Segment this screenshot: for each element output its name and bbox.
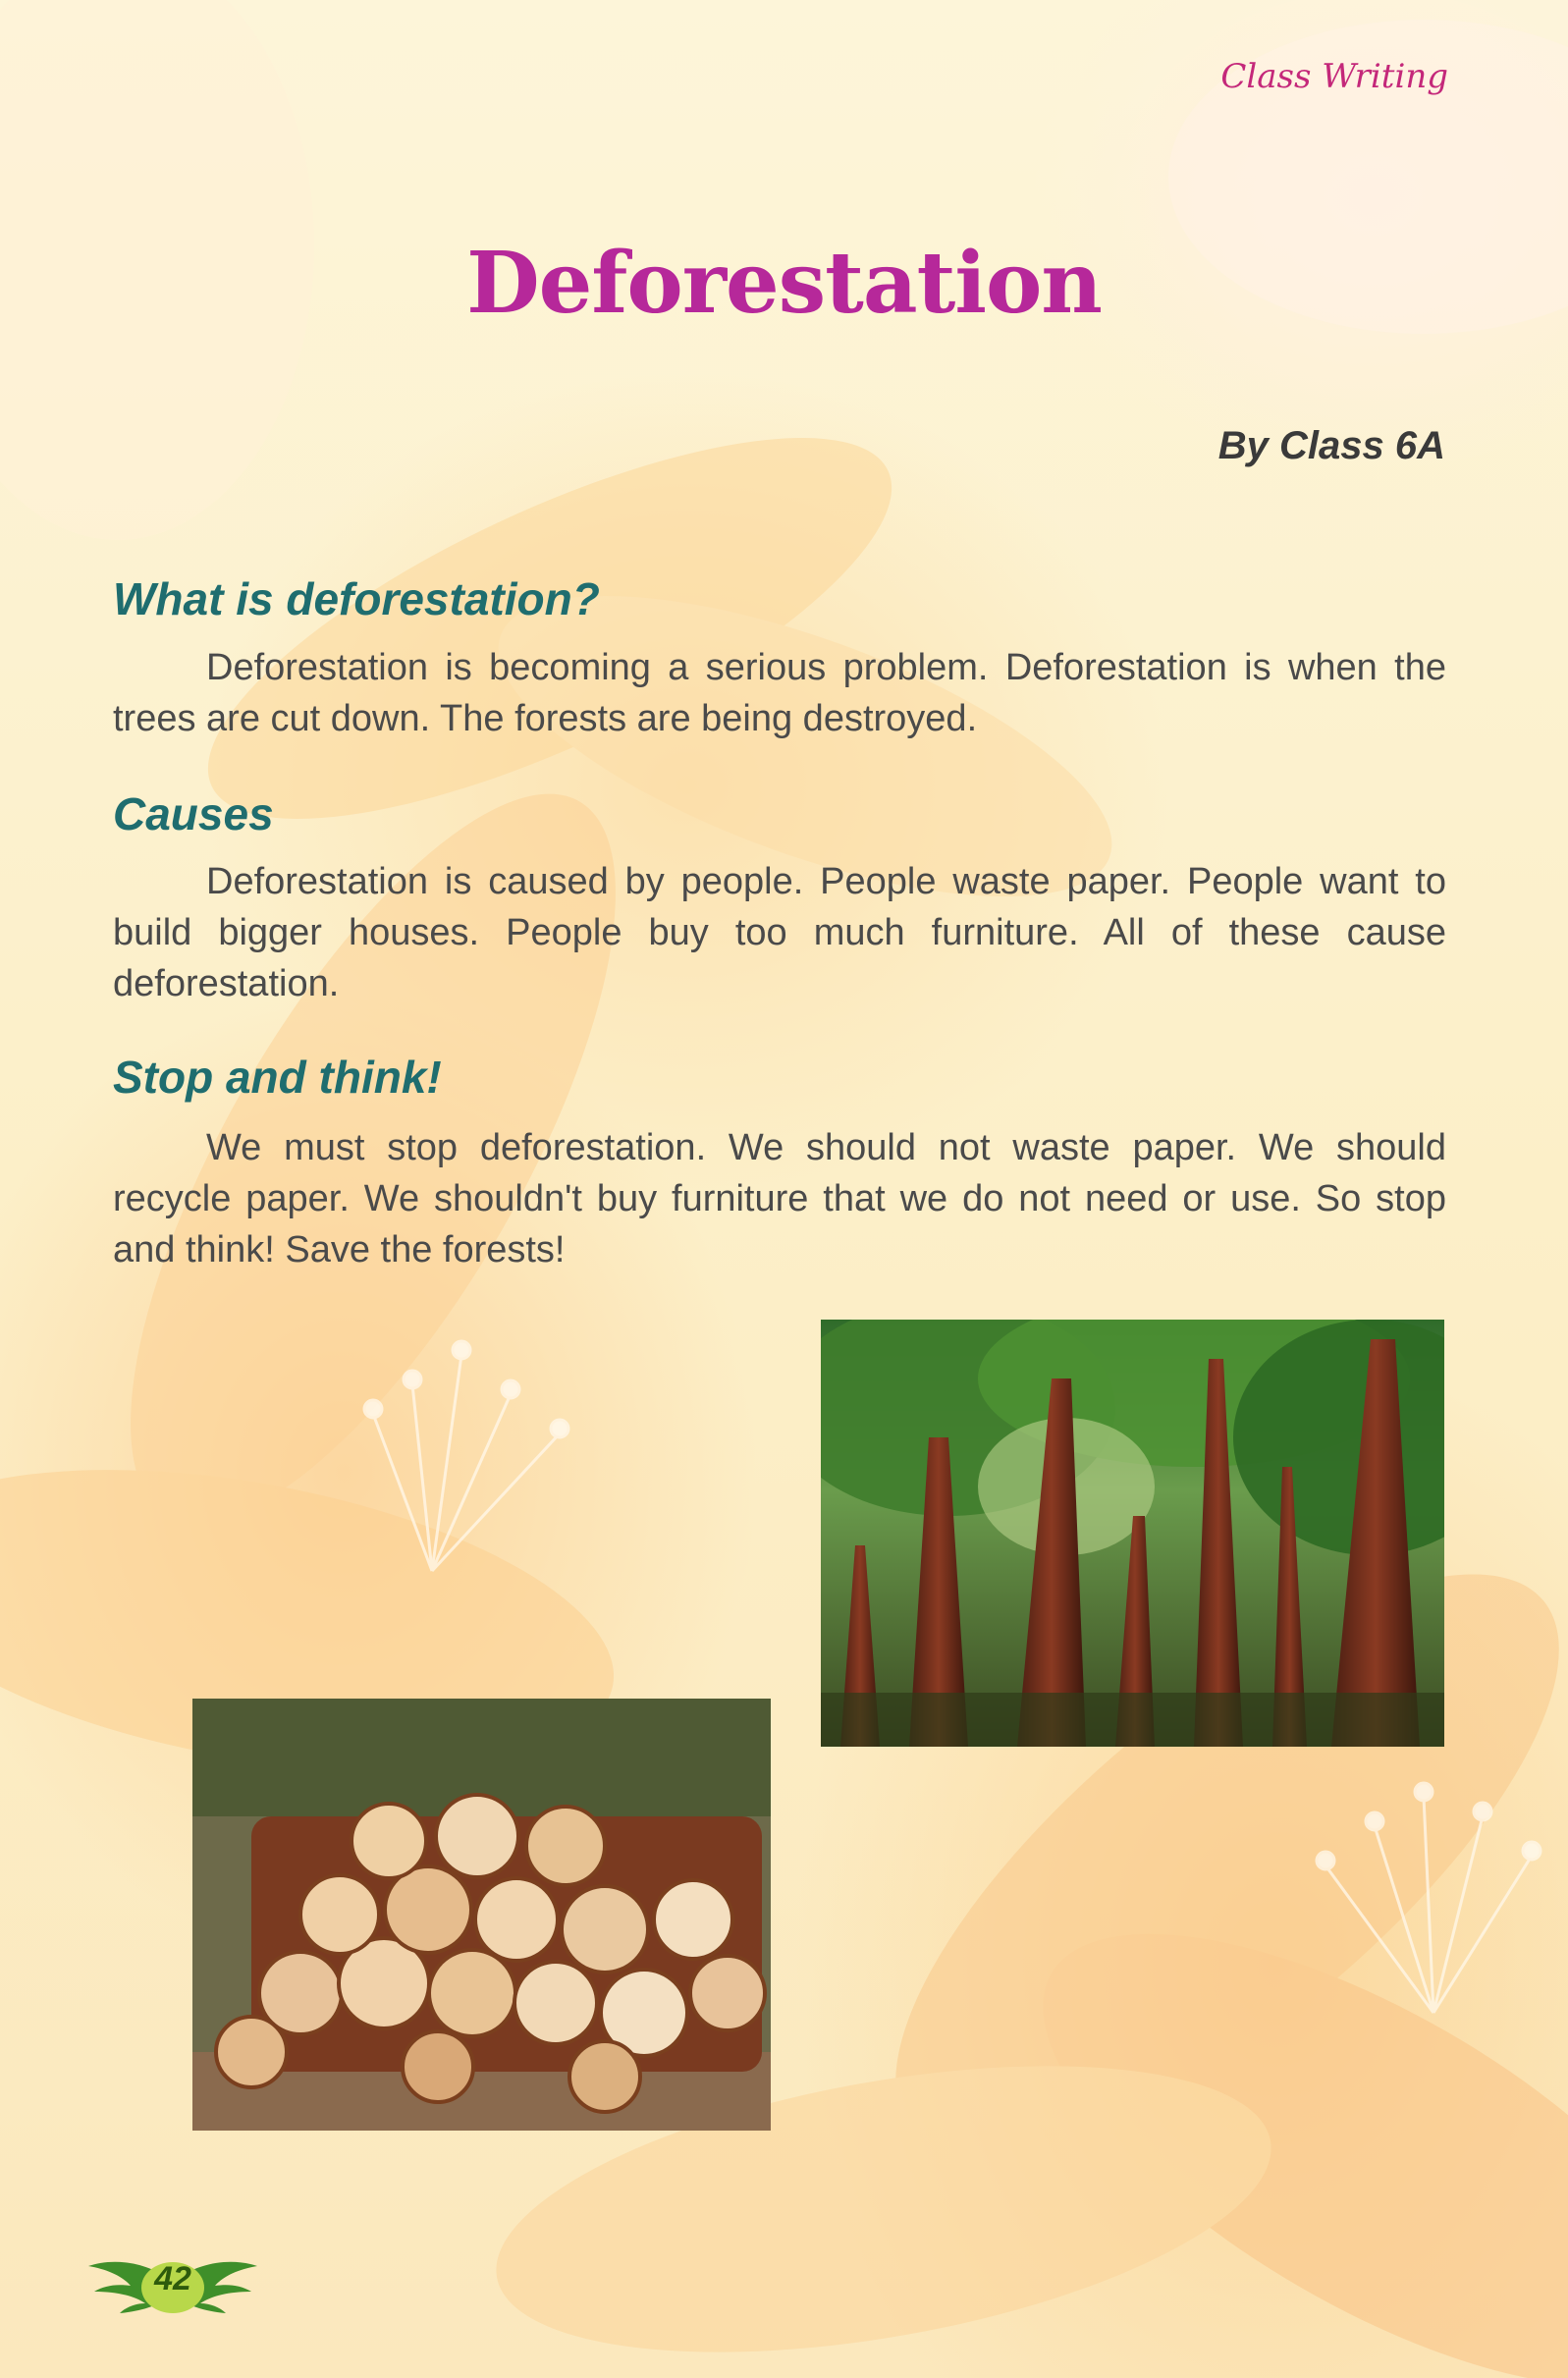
paragraph-causes: Deforestation is caused by people. People waste paper. People want to build bigger houses. People buy too much furniture. All of these cause deforestation. xyxy=(113,861,1446,1004)
paragraph-what-is-deforestation: Deforestation is becoming a serious problem. Deforestation is when the trees are cut down. The forests are being destroyed. xyxy=(113,647,1446,739)
logs-photo xyxy=(192,1699,771,2131)
forest-photo xyxy=(821,1320,1444,1747)
article-title: Deforestation xyxy=(466,234,1102,333)
article-byline: By Class 6A xyxy=(1217,424,1445,467)
heading-causes: Causes xyxy=(113,788,274,839)
heading-what-is-deforestation: What is deforestation? xyxy=(113,573,600,624)
paragraph-stop-and-think: We must stop deforestation. We should not waste paper. We should recycle paper. We shouldn't buy furniture that we do not need or use. So stop and think! Save the forests! xyxy=(113,1127,1446,1270)
section-label: Class Writing xyxy=(1220,57,1448,96)
page-number: 42 xyxy=(154,2260,191,2297)
heading-stop-and-think: Stop and think! xyxy=(113,1052,442,1103)
